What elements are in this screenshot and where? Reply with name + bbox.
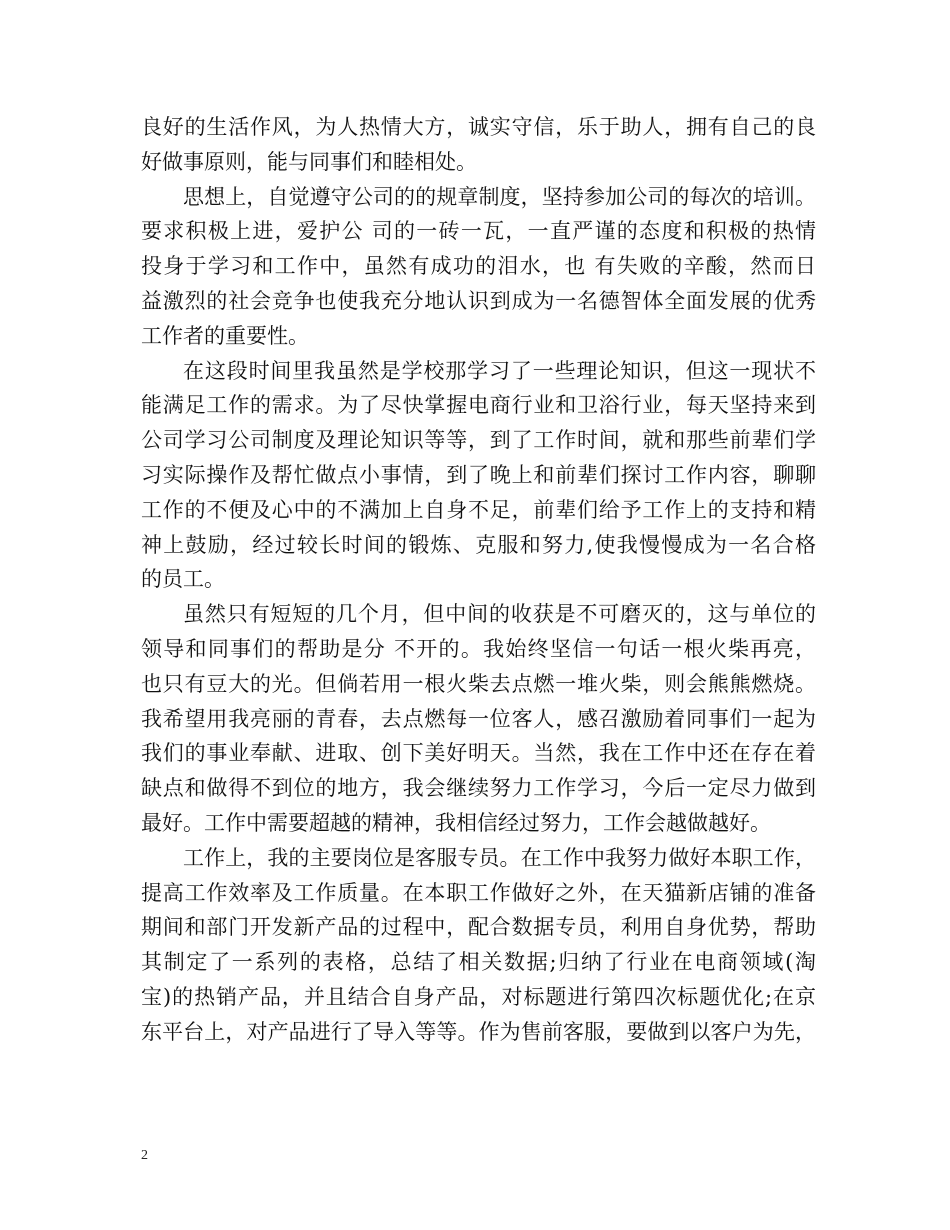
- document-body: [141, 110, 816, 1050]
- text-line: 虽然只有短短的几个月，但中间的收获是不可磨灭的，这与单位的: [183, 602, 816, 627]
- text-line: 好做事原则，能与同事们和睦相处。: [141, 149, 477, 174]
- text-line: 东平台上，对产品进行了导入等等。作为售前客服，要做到以客户为先，: [141, 1019, 816, 1044]
- text-line: 习实际操作及帮忙做点小事情，到了晚上和前辈们探讨工作内容，聊聊: [141, 462, 816, 487]
- text-line: 益激烈的社会竞争也使我充分地认识到成为一名德智体全面发展的优秀: [141, 288, 816, 313]
- text-line: 良好的生活作风，为人热情大方，诚实守信，乐于助人，拥有自己的良: [141, 115, 816, 139]
- text-line: 思想上，自觉遵守公司的的规章制度，坚持参加公司的每次的培训。: [183, 184, 816, 209]
- text-line: 我们的事业奉献、进取、创下美好明天。当然，我在工作中还在存在着: [141, 741, 816, 766]
- text-line: 投身于学习和工作中，虽然有成功的泪水，也 有失败的辛酸，然而日: [141, 254, 816, 279]
- text-line: 工作的不便及心中的不满加上自身不足，前辈们给予工作上的支持和精: [141, 497, 816, 522]
- text-line: 神上鼓励，经过较长时间的锻炼、克服和努力,使我慢慢成为一名合格: [141, 532, 816, 557]
- text-line: 工作者的重要性。: [141, 323, 309, 348]
- page-number: 2: [141, 1148, 148, 1163]
- text-line: 领导和同事们的帮助是分 不开的。我始终坚信一句话一根火柴再亮，: [141, 636, 816, 661]
- text-line: 的员工。: [141, 567, 225, 592]
- text-line: 最好。工作中需要超越的精神，我相信经过努力，工作会越做越好。: [141, 810, 771, 835]
- text-line: 宝)的热销产品，并且结合自身产品，对标题进行第四次标题优化;在京: [141, 984, 816, 1009]
- text-line: 也只有豆大的光。但倘若用一根火柴去点燃一堆火柴，则会熊熊燃烧。: [141, 671, 816, 696]
- text-line: 缺点和做得不到位的地方，我会继续努力工作学习，今后一定尽力做到: [141, 776, 816, 801]
- text-line: 其制定了一系列的表格，总结了相关数据;归纳了行业在电商领域(淘: [141, 950, 816, 975]
- text-line: 工作上，我的主要岗位是客服专员。在工作中我努力做好本职工作，: [183, 845, 816, 870]
- text-line: 公司学习公司制度及理论知识等等，到了工作时间，就和那些前辈们学: [141, 428, 816, 453]
- text-line: 在这段时间里我虽然是学校那学习了一些理论知识，但这一现状不: [183, 358, 816, 383]
- text-line: 能满足工作的需求。为了尽快掌握电商行业和卫浴行业，每天坚持来到: [141, 393, 816, 418]
- text-line: 要求积极上进，爱护公 司的一砖一瓦，一直严谨的态度和积极的热情: [141, 219, 816, 244]
- text-line: 我希望用我亮丽的青春，去点燃每一位客人，感召激励着同事们一起为: [141, 706, 816, 731]
- text-line: 期间和部门开发新产品的过程中，配合数据专员，利用自身优势，帮助: [141, 915, 816, 940]
- text-line: 提高工作效率及工作质量。在本职工作做好之外，在天猫新店铺的准备: [141, 880, 816, 905]
